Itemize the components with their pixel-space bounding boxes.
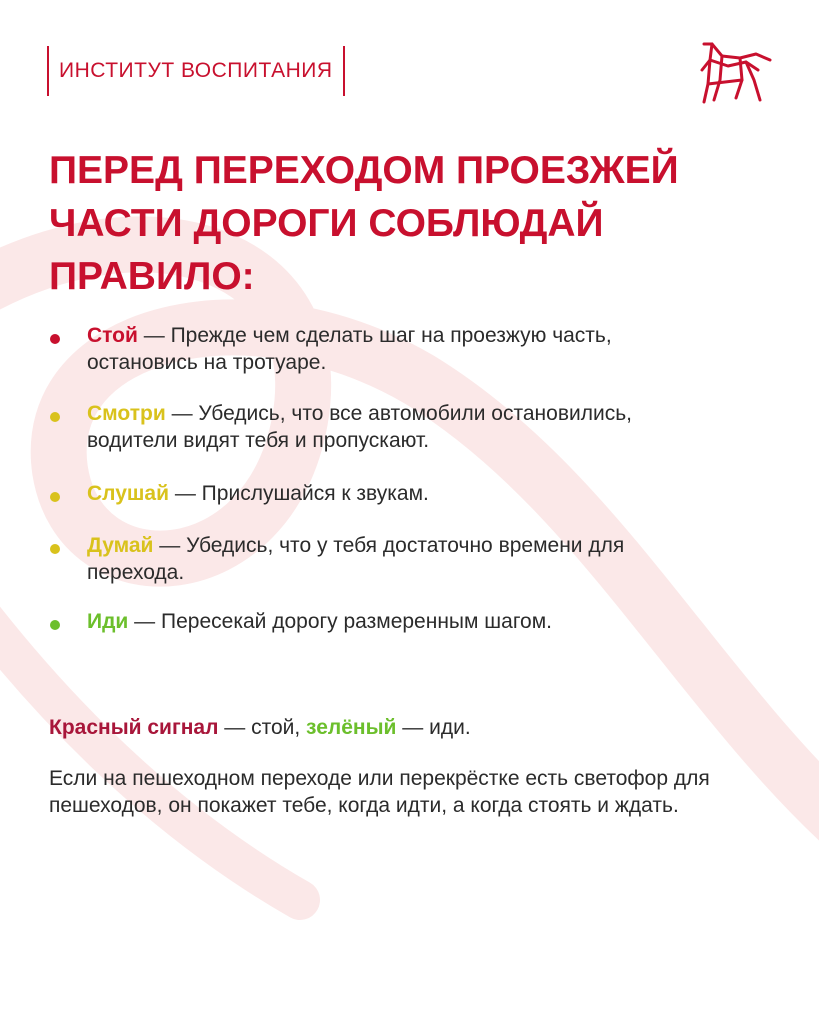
rule-stop bbox=[50, 322, 770, 376]
rule-keyword: Слушай bbox=[87, 482, 170, 505]
rule-keyword: Смотри bbox=[87, 402, 166, 425]
bullet-dot bbox=[50, 334, 60, 344]
rule-think bbox=[50, 532, 770, 586]
horse-logo-icon bbox=[698, 40, 772, 104]
rule-go bbox=[50, 608, 770, 635]
red-signal-text: — стой, bbox=[218, 716, 307, 739]
bullet-dot bbox=[50, 492, 60, 502]
rule-keyword: Стой bbox=[87, 324, 138, 347]
green-signal-text: — иди. bbox=[396, 716, 471, 739]
rule-text bbox=[87, 322, 727, 376]
rule-description: — Прежде чем сделать шаг на проезжую часть, остановись на тротуаре. bbox=[87, 324, 612, 374]
red-signal-label: Красный сигнал bbox=[49, 716, 219, 739]
rule-description: — Убедись, что у тебя достаточно времени для перехода. bbox=[87, 534, 625, 584]
rule-description: — Прислушайся к звукам. bbox=[169, 482, 429, 505]
rule-look bbox=[50, 400, 770, 454]
rule-text bbox=[87, 608, 727, 635]
header bbox=[47, 46, 345, 96]
rule-text bbox=[87, 400, 727, 454]
rule-keyword: Думай bbox=[87, 534, 154, 557]
bullet-dot bbox=[50, 544, 60, 554]
rule-description: — Пересекай дорогу размеренным шагом. bbox=[128, 610, 552, 633]
page-title: ПЕРЕД ПЕРЕХОДОМ ПРОЕЗЖЕЙ ЧАСТИ ДОРОГИ СОБЛЮДАЙ ПРАВИЛО: bbox=[49, 149, 679, 298]
traffic-light-info: Если на пешеходном переходе или перекрёстке есть светофор для пешеходов, он покажет тебе, когда идти, а когда стоять и ждать. bbox=[49, 767, 710, 817]
signal-rule bbox=[49, 714, 769, 741]
bullet-dot bbox=[50, 412, 60, 422]
rule-text bbox=[87, 532, 727, 586]
rule-text bbox=[87, 480, 727, 507]
green-signal-label: зелёный bbox=[306, 716, 397, 739]
org-name: ИНСТИТУТ ВОСПИТАНИЯ bbox=[59, 59, 333, 82]
rule-description: — Убедись, что все автомобили остановились, водители видят тебя и пропускают. bbox=[87, 402, 632, 452]
bullet-dot bbox=[50, 620, 60, 630]
header-right-bar bbox=[343, 46, 345, 96]
rule-keyword: Иди bbox=[87, 610, 129, 633]
rule-listen bbox=[50, 480, 770, 507]
